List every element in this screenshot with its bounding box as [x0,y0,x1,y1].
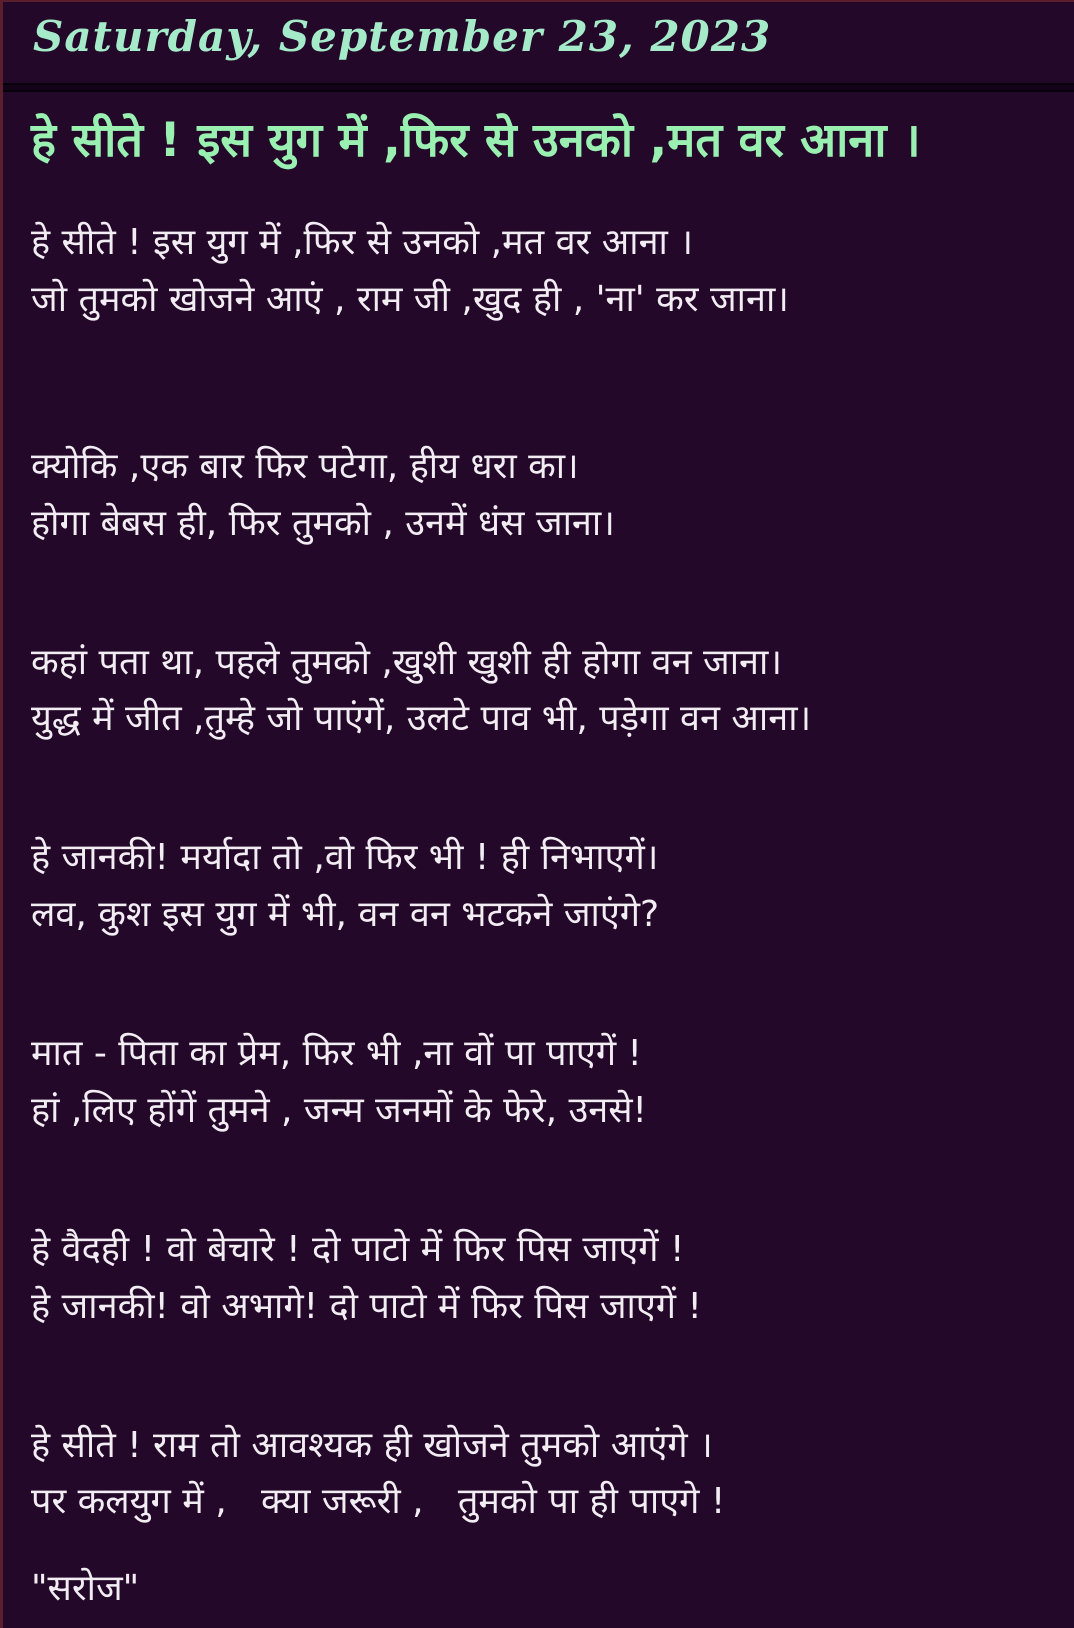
poem-line: हे सीते ! राम तो आवश्यक ही खोजने तुमको आएंगे । [31,1424,713,1466]
poem-stanza [31,1418,1046,1532]
poem-line: जो तुमको खोजने आएं , राम जी ,खुद ही , 'ना' कर जाना। [31,278,789,320]
poem-line: हे जानकी! वो अभागे! दो पाटो में फिर पिस जाएगें ! [31,1285,702,1327]
poet-signature: "सरोज" [31,1568,140,1610]
post-title: हे सीते ! इस युग में ,फिर से उनको ,मत वर आना । [31,113,921,168]
post-date: Saturday, September 23, 2023 [33,12,772,61]
poem-line: होगा बेबस ही, फिर तुमको , उनमें धंस जाना। [31,502,615,544]
poem-stanza [31,1222,1046,1336]
poem-stanza [31,635,1046,749]
poem-stanza [31,215,1046,329]
poem-line: लव, कुश इस युग में भी, वन वन भटकने जाएंगे? [31,894,660,936]
poem-line: हे सीते ! इस युग में ,फिर से उनको ,मत वर आना । [31,222,693,264]
poem [31,215,1046,1618]
poem-line: हां ,लिए होंगें तुमने , जन्म जनमों के फेरे, उनसे! [31,1089,647,1131]
post-body [3,110,1074,1618]
post-date-header [3,2,1074,83]
poem-line: पर कलयुग में , क्या जरूरी , तुमको पा ही पाएगे ! [31,1481,726,1523]
poem-line: क्योकि ,एक बार फिर पटेगा, हीय धरा का। [31,445,579,487]
poem-stanza [31,1026,1046,1140]
header-divider [3,83,1074,92]
poem-line: मात - पिता का प्रेम, फिर भी ,ना वों पा पाएगें ! [31,1033,642,1075]
poem-line: हे वैदही ! वो बेचारे ! दो पाटो में फिर पिस जाएगें ! [31,1228,685,1270]
poem-stanza [31,439,1046,553]
poem-line: कहां पता था, पहले तुमको ,खुशी खुशी ही होगा वन जाना। [31,641,782,683]
poem-stanza [31,830,1046,944]
poem-line: युद्ध में जीत ,तुम्हे जो पाएंगें, उलटे पाव भी, पड़ेगा वन आना। [31,698,812,740]
poem-line: हे जानकी! मर्यादा तो ,वो फिर भी ! ही निभाएगें। [31,837,659,879]
